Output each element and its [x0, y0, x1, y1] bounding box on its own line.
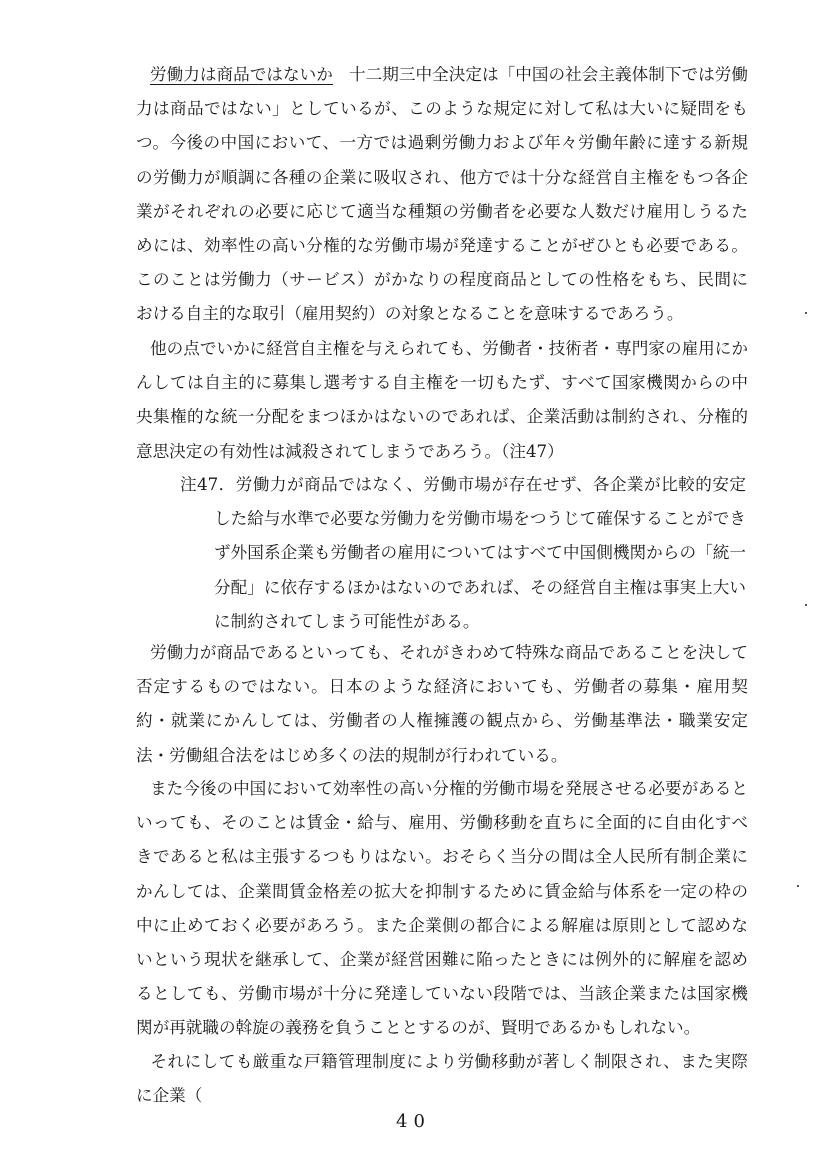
paragraph-1 — [136, 58, 748, 332]
paragraph-1-text: 十二期三中全決定は「中国の社会主義体制下では労働力は商品ではない」としているが、このような規定に対して私は大いに疑問をもつ。今後の中国において、一方では過剰労働力および年々労働年齢に達する新規の労働力が順調に各種の企業に吸収され、他方では十分な経営自主権をもつ各企業がそれぞれの必要に応じて適当な種類の労働者を必要な人数だけ雇用しうるためには、効率性の高い分権的な労働市場が発達することがぜひとも必要である。このことは労働力（サービス）がかなりの程度商品としての性格をもち、民間における自主的な取引（雇用契約）の対象となることを意味するであろう。 — [136, 65, 748, 324]
paragraph-2 — [136, 332, 748, 469]
scan-speck — [805, 312, 807, 314]
page-number: 40 — [396, 1111, 431, 1132]
paragraph-3-text: 労働力が商品であるといっても、それがきわめて特殊な商品であることを決して否定するものではない。日本のような経済においても、労働者の募集・雇用契約・就業にかんしては、労働者の人権擁護の観点から、労働基準法・職業安定法・労働組合法をはじめ多くの法的規制が行われている。 — [136, 643, 748, 765]
paragraph-3 — [136, 636, 748, 773]
footnote-47 — [180, 468, 746, 639]
paragraph-5 — [136, 1045, 748, 1106]
paragraph-2-text: 他の点でいかに経営自主権を与えられても、労働者・技術者・専門家の雇用にかんしては自主的に募集し選考する自主権を一切もたず、すべて国家機関からの中央集権的な統一分配をまつほかはないのであれば、企業活動は制約され、分権的意思決定の有効性は減殺されてしまうであろう。（注47） — [136, 339, 748, 461]
scan-speck — [797, 885, 799, 887]
paragraph-4 — [136, 772, 748, 1046]
scan-speck — [805, 604, 807, 606]
section-heading: 労働力は商品ではないか — [150, 65, 333, 84]
footnote-47-text: 注47．労働力が商品ではなく、労働市場が存在せず、各企業が比較的安定した給与水準で必要な労働力を労働市場をつうじて確保することができず外国系企業も労働者の雇用についてはすべて中国側機関からの「統一分配」に依存するほかはないのであれば、その経営自主権は事実上大いに制約されてしまう可能性がある。 — [180, 475, 746, 631]
paragraph-4-text: また今後の中国において効率性の高い分権的労働市場を発展させる必要があるといっても、そのことは賃金・給与、雇用、労働移動を直ちに全面的に自由化すべきであると私は主張するつもりはない。おそらく当分の間は全人民所有制企業にかんしては、企業間賃金格差の拡大を抑制するために賃金給与体系を一定の枠の中に止めておく必要があろう。また企業側の都合による解雇は原則として認めないという現状を継承して、企業が経営困難に陥ったときには例外的に解雇を認めるとしても、労働市場が十分に発達していない段階では、当該企業または国家機関が再就職の斡旋の義務を負うこととするのが、賢明であるかもしれない。 — [136, 779, 748, 1038]
paragraph-5-text: それにしても厳重な戸籍管理制度により労働移動が著しく制限され、また実際に企業（ — [136, 1052, 748, 1106]
